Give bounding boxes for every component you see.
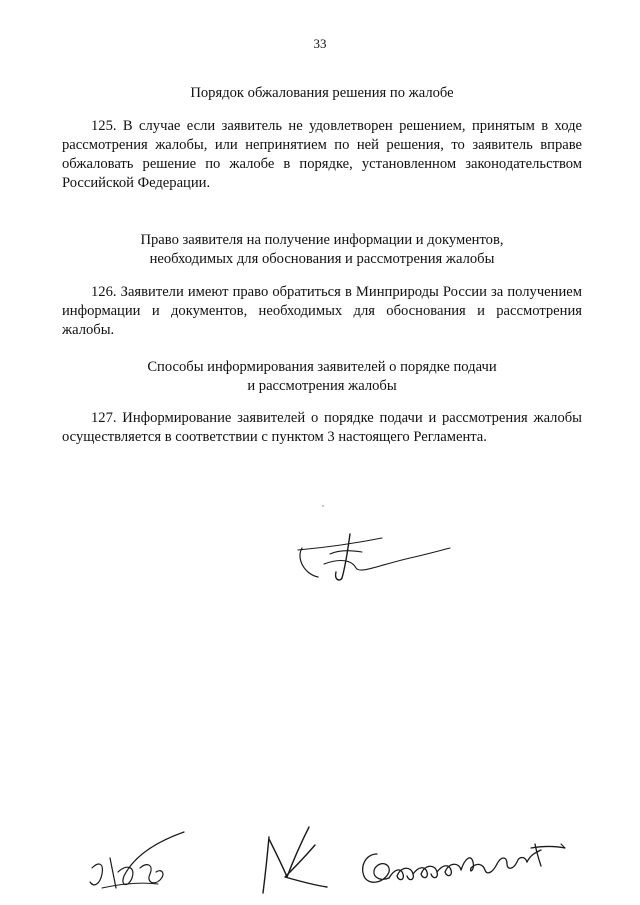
- paragraph-126: 126. Заявители имеют право обратиться в Минприроды России за получением информации и документов, необходимых для обоснования и рассмотрения жалобы.: [62, 284, 582, 338]
- heading-line: необходимых для обоснования и рассмотрения жалобы: [149, 251, 495, 267]
- document-body: [62, 84, 582, 447]
- initials-left: [80, 828, 200, 898]
- section-heading-right-to-information: [62, 231, 582, 269]
- heading-line: Способы информирования заявителей о порядке подачи: [147, 359, 497, 375]
- paragraph-127: 127. Информирование заявителей о порядке подачи и рассмотрения жалобы осуществляется в соответствии с пунктом 3 настоящего Регламента.: [62, 410, 582, 445]
- section-heading-informing-methods: [62, 358, 582, 396]
- signature-main: [290, 528, 460, 588]
- page-number: 33: [313, 36, 327, 51]
- heading-line: Право заявителя на получение информации и документов,: [140, 232, 504, 248]
- scan-speck: [322, 505, 324, 507]
- paragraph-125: 125. В случае если заявитель не удовлетворен решением, принятым в ходе рассмотрения жалобы, или непринятием по ней решения, то заявитель вправе обжаловать решение по жалобе в порядке, установленном законодательством Российской Федерации.: [62, 118, 582, 191]
- section-heading-appeal: [62, 84, 582, 103]
- signature-right: [355, 838, 575, 894]
- heading-line: и рассмотрения жалобы: [247, 378, 397, 394]
- heading-line: Порядок обжалования решения по жалобе: [190, 85, 454, 101]
- initials-middle: [255, 815, 345, 900]
